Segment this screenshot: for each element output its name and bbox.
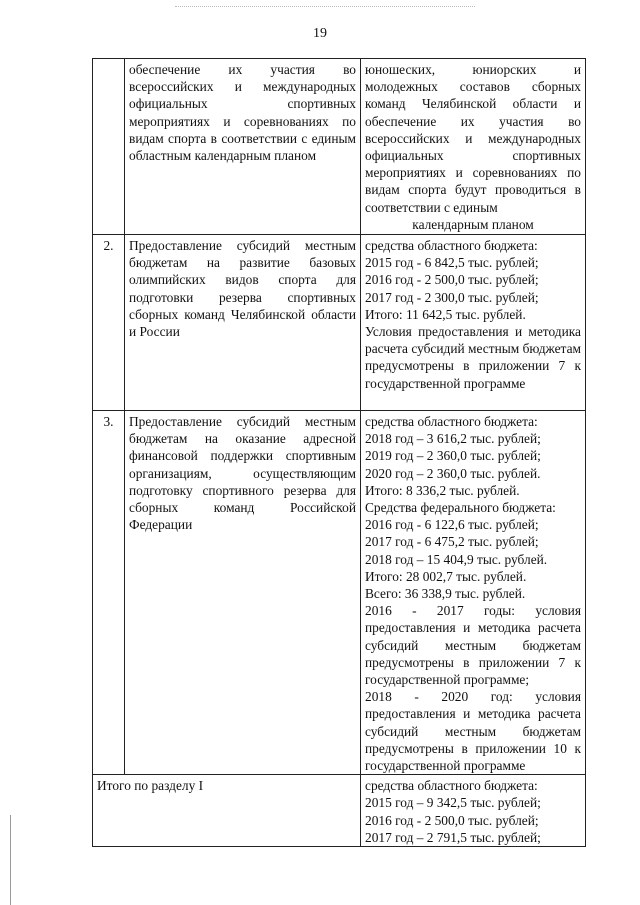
- financing-line: 2016 год - 6 122,6 тыс. рублей;: [365, 517, 539, 533]
- financing-line: 2016 год - 2 500,0 тыс. рублей;: [365, 272, 539, 288]
- financing-line: Итого: 28 002,7 тыс. рублей.: [365, 568, 527, 584]
- financing-line: Средства федерального бюджета:: [365, 500, 556, 516]
- row-number: [93, 59, 125, 235]
- financing-line: 2017 год – 2 791,5 тыс. рублей;: [365, 829, 541, 845]
- financing-cell: [361, 775, 586, 847]
- financing-cell: [361, 411, 586, 775]
- table-row-total: [93, 775, 586, 847]
- table-row: [93, 59, 586, 235]
- financing-line: календарным планом: [412, 216, 534, 232]
- financing-line: Итого: 11 642,5 тыс. рублей.: [365, 306, 526, 322]
- table-row: [93, 235, 586, 411]
- financing-line: 2016 год - 2 500,0 тыс. рублей;: [365, 812, 539, 828]
- financing-line: средства областного бюджета:: [365, 414, 538, 429]
- financing-line: 2015 год – 9 342,5 тыс. рублей;: [365, 795, 541, 811]
- scan-margin-line: [10, 815, 11, 905]
- measure-name: Предоставление субсидий местным бюджетам на развитие базовых олимпийских видов спорта для подготовки резерва спортивных сборных команд Челябинской области и России: [125, 235, 361, 411]
- financing-line: 2017 год - 2 300,0 тыс. рублей;: [365, 289, 539, 305]
- financing-line: Итого: 8 336,2 тыс. рублей.: [365, 482, 520, 498]
- financing-cell: [361, 59, 586, 235]
- table-row: [93, 411, 586, 775]
- financing-line: 2017 год - 6 475,2 тыс. рублей;: [365, 534, 539, 550]
- financing-line: средства областного бюджета:: [365, 238, 538, 253]
- financing-cell: [361, 235, 586, 411]
- financing-line: Всего: 36 338,9 тыс. рублей.: [365, 586, 526, 602]
- row-number: 2.: [93, 235, 125, 411]
- financing-line: 2016 - 2017 годы: условия предоставления и методика расчета субсидий местным бюджетам предусмотрены в приложении 7 к государственной программе;: [365, 603, 581, 688]
- measure-name: обеспечение их участия во всероссийских и международных официальных спортивных мероприятиях и соревнованиях по видам спорта в соответствии с единым областным календарным планом: [125, 59, 361, 235]
- scan-artifact: [175, 6, 475, 10]
- financing-line: 2018 год – 15 404,9 тыс. рублей.: [365, 551, 548, 567]
- financing-line: 2015 год - 6 842,5 тыс. рублей;: [365, 255, 539, 271]
- financing-line: 2018 - 2020 год: условия предоставления и методика расчета субсидий местным бюджетам предусмотрены в приложении 10 к государственной программе: [365, 689, 581, 774]
- financing-line: 2018 год – 3 616,2 тыс. рублей;: [365, 431, 541, 447]
- financing-line: 2020 год – 2 360,0 тыс. рублей.: [365, 465, 541, 481]
- financing-line: средства областного бюджета:: [365, 778, 538, 794]
- measure-name: Предоставление субсидий местным бюджетам на оказание адресной финансовой поддержки спортивным организациям, осуществляющим подготовку спортивного резерва для сборных команд Российской Федерации: [125, 411, 361, 775]
- financing-line: Условия предоставления и методика расчета субсидий местным бюджетам предусмотрены в приложении 7 к государственной программе: [365, 324, 581, 391]
- financing-line: 2019 год – 2 360,0 тыс. рублей;: [365, 448, 541, 464]
- measures-table: [92, 58, 586, 847]
- page-number: 19: [313, 26, 327, 41]
- financing-line: юношеских, юниорских и молодежных составов сборных команд Челябинской области и обеспечение их участия во всероссийских и международных официальных спортивных мероприятиях и соревнованиях по видам спорта будут проводиться в соответствии с единым: [365, 62, 581, 215]
- row-number: 3.: [93, 411, 125, 775]
- section-total-label: Итого по разделу I: [93, 775, 361, 847]
